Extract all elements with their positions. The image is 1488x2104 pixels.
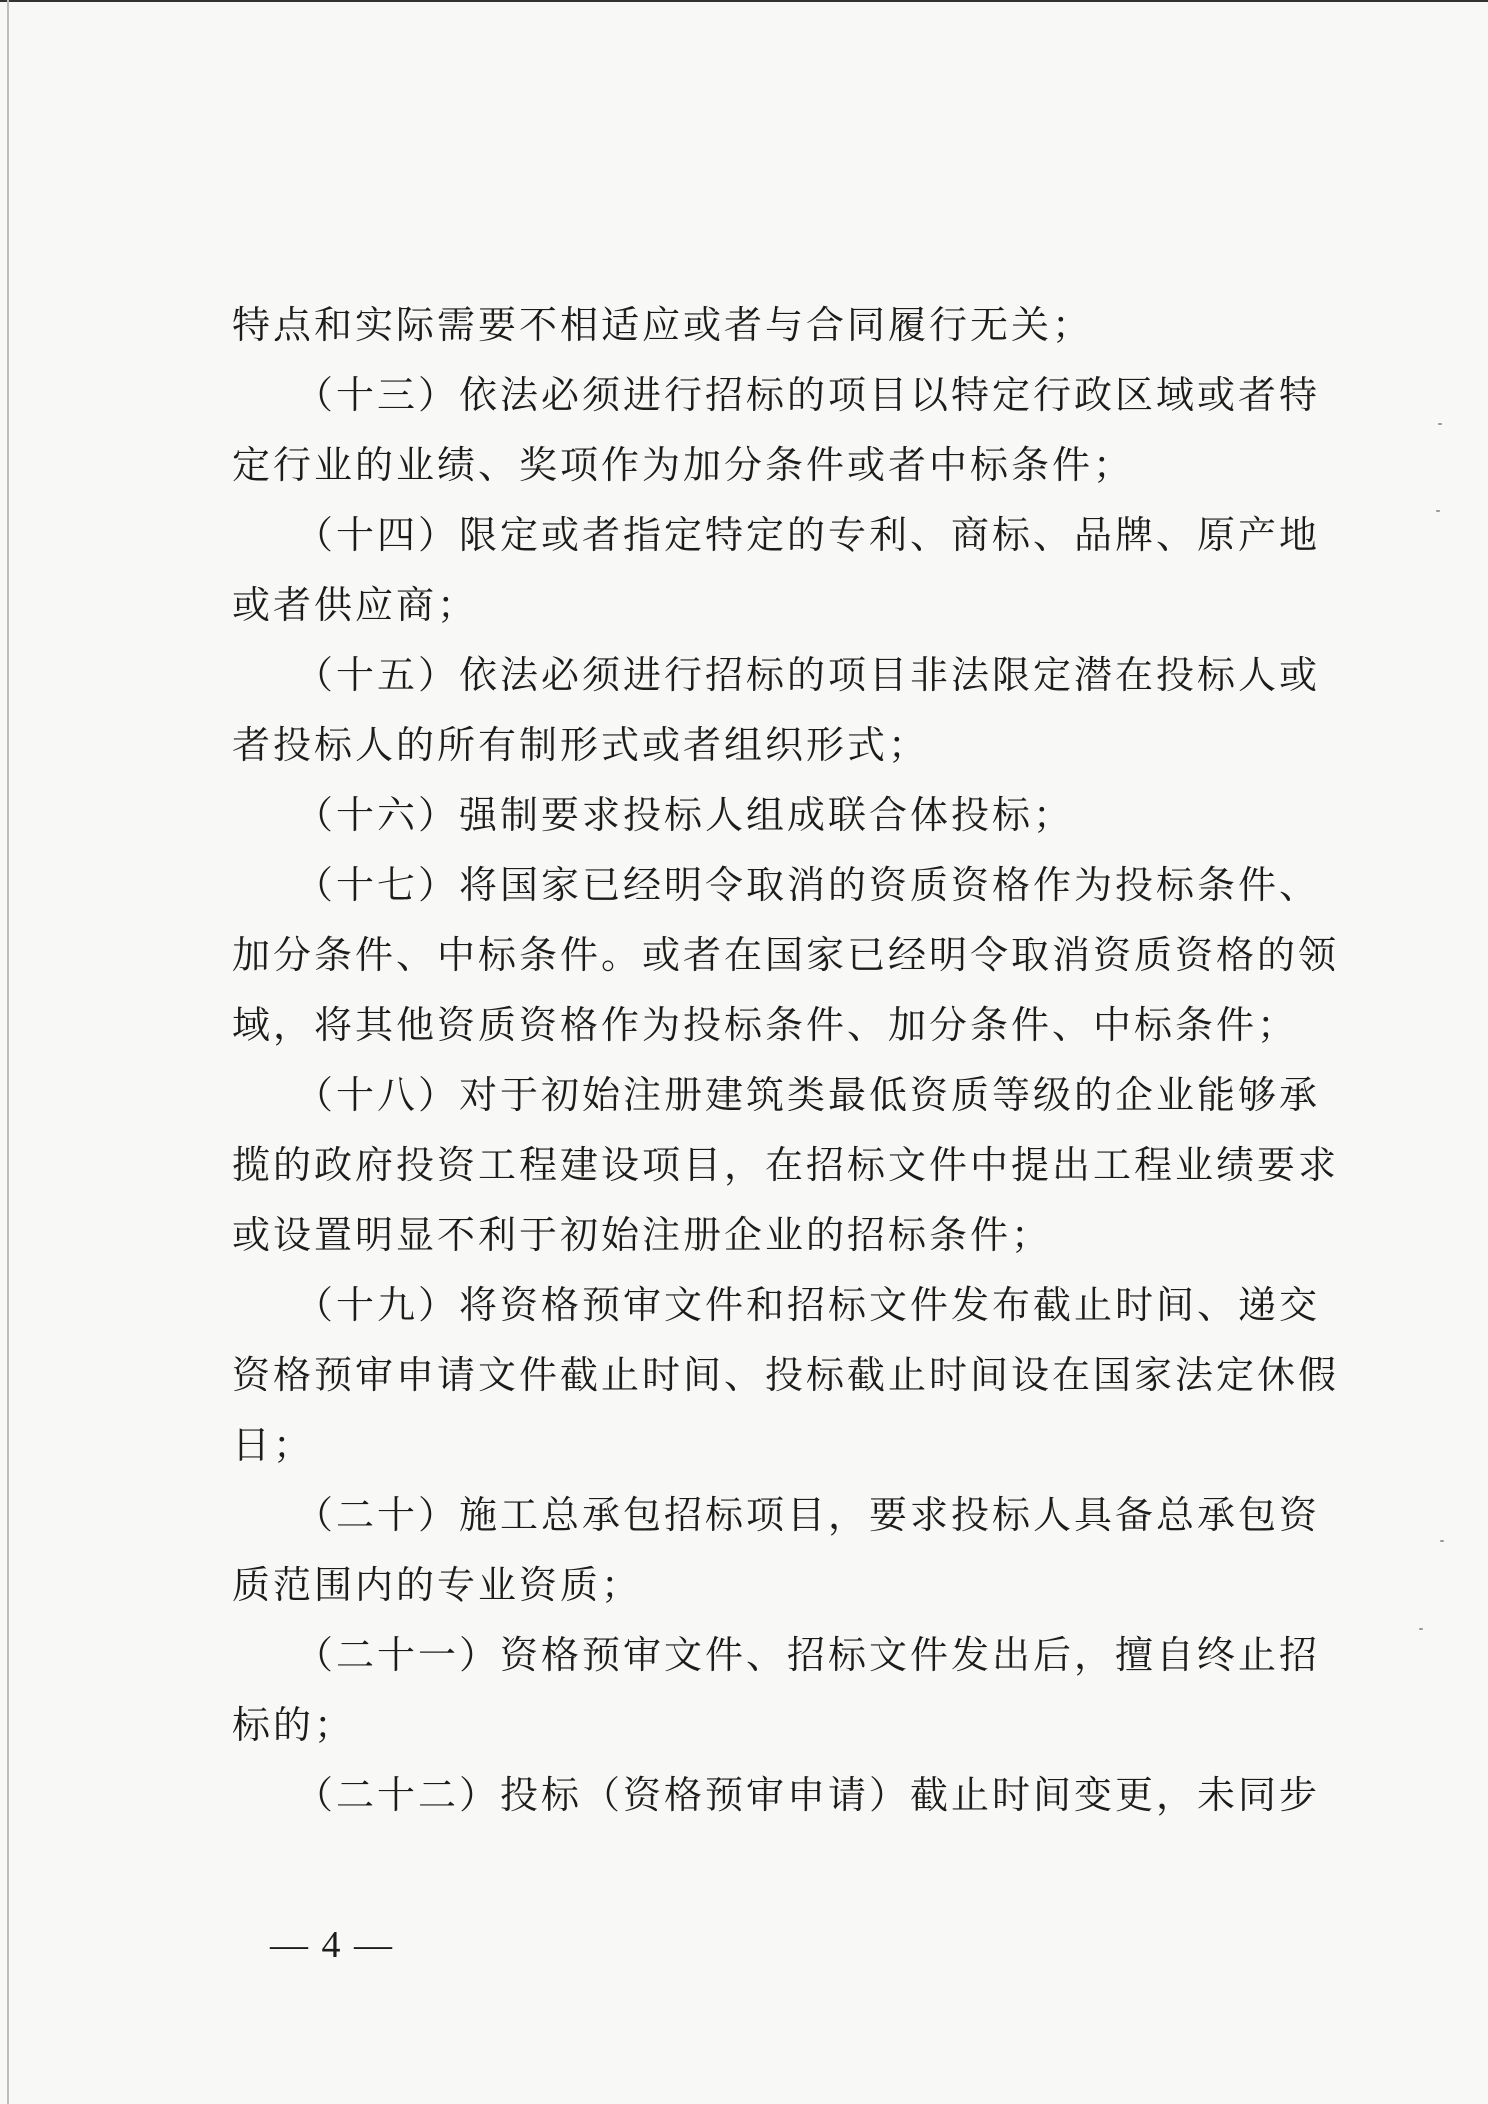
text-line: 质范围内的专业资质； xyxy=(232,1563,643,1607)
text-line: （十五）依法必须进行招标的项目非法限定潜在投标人或 xyxy=(232,653,1321,697)
text-line: 特点和实际需要不相适应或者与合同履行无关； xyxy=(232,303,1094,347)
scan-speck xyxy=(1436,510,1440,512)
scan-top-border xyxy=(0,0,1488,2)
text-line: 者投标人的所有制形式或者组织形式； xyxy=(232,723,930,767)
text-line: （二十）施工总承包招标项目，要求投标人具备总承包资 xyxy=(232,1493,1321,1537)
text-line: 标的； xyxy=(232,1703,356,1747)
text-line: （二十一）资格预审文件、招标文件发出后，擅自终止招 xyxy=(232,1633,1321,1677)
text-line: 定行业的业绩、奖项作为加分条件或者中标条件； xyxy=(232,443,1135,487)
text-line: 揽的政府投资工程建设项目，在招标文件中提出工程业绩要求 xyxy=(232,1143,1340,1187)
text-line: （十九）将资格预审文件和招标文件发布截止时间、递交 xyxy=(232,1283,1321,1327)
scan-speck xyxy=(1440,1540,1444,1542)
text-line: （十六）强制要求投标人组成联合体投标； xyxy=(232,793,1075,837)
text-line: （十八）对于初始注册建筑类最低资质等级的企业能够承 xyxy=(232,1073,1321,1117)
scan-speck xyxy=(1438,423,1442,425)
text-line: （十四）限定或者指定特定的专利、商标、品牌、原产地 xyxy=(232,513,1321,557)
scan-speck xyxy=(1419,1628,1423,1630)
text-line: 域，将其他资质资格作为投标条件、加分条件、中标条件； xyxy=(232,1003,1299,1047)
text-line: 日； xyxy=(232,1423,315,1467)
text-line: （十七）将国家已经明令取消的资质资格作为投标条件、 xyxy=(232,863,1321,907)
text-line: 加分条件、中标条件。或者在国家已经明令取消资质资格的领 xyxy=(232,933,1340,977)
text-line: （二十二）投标（资格预审申请）截止时间变更，未同步 xyxy=(232,1773,1321,1817)
text-line: （十三）依法必须进行招标的项目以特定行政区域或者特 xyxy=(232,373,1321,417)
page-number: — 4 — xyxy=(270,1924,394,1966)
body-text xyxy=(232,290,1340,1830)
text-line: 或设置明显不利于初始注册企业的招标条件； xyxy=(232,1213,1053,1257)
text-line: 资格预审申请文件截止时间、投标截止时间设在国家法定休假 xyxy=(232,1353,1340,1397)
scan-left-border xyxy=(7,0,9,2104)
text-line: 或者供应商； xyxy=(232,583,479,627)
